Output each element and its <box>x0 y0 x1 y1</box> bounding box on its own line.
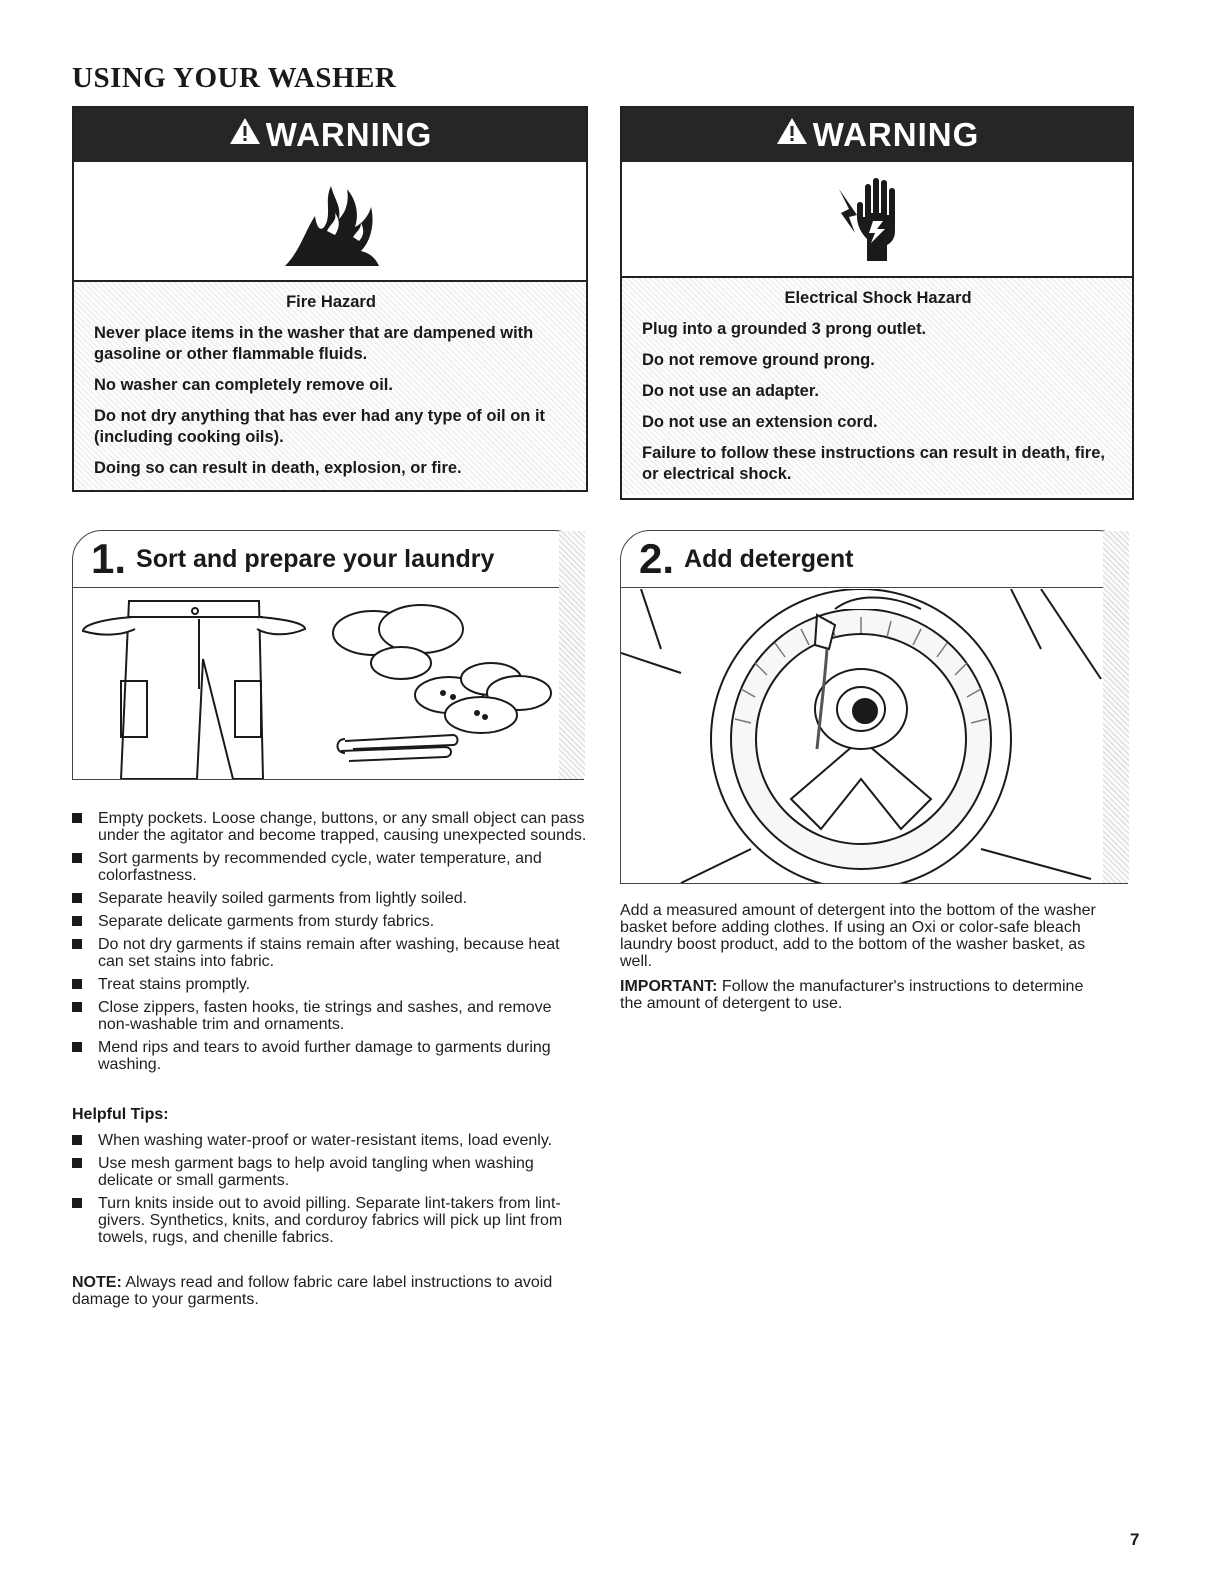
warning-line: Failure to follow these instructions can result in death, fire, or electrical shock. <box>642 444 1105 483</box>
step-number: 1. <box>91 535 127 582</box>
care-label-note <box>72 1274 582 1308</box>
warning-line: Never place items in the washer that are dampened with gasoline or other flammable fluids. <box>94 324 534 363</box>
step2-header <box>621 531 1127 588</box>
page-title: USING YOUR WASHER <box>72 62 397 94</box>
hazard-title: Fire Hazard <box>286 293 376 311</box>
warning-line: Doing so can result in death, explosion, or fire. <box>94 459 462 477</box>
note-label: NOTE: <box>72 1274 122 1291</box>
warning-header-text: WARNING <box>265 116 433 153</box>
warning-line: Do not remove ground prong. <box>642 351 875 369</box>
shock-warning-box <box>620 106 1134 500</box>
list-item: Treat stains promptly. <box>72 976 587 993</box>
panel-shading <box>559 531 585 779</box>
step1-header <box>73 531 583 588</box>
detergent-instructions: Add a measured amount of detergent into the bottom of the washer basket before adding clothes. If using an Oxi or color-safe bleach laundry boost product, add to the bottom of the washer basket, as well. <box>620 902 1096 970</box>
list-item: Separate delicate garments from sturdy fabrics. <box>72 913 587 930</box>
shock-icon-area <box>622 162 1132 278</box>
step-title: Sort and prepare your laundry <box>136 544 495 573</box>
step-title: Add detergent <box>684 544 854 573</box>
pants-icon <box>83 601 305 779</box>
important-note <box>620 978 1110 1012</box>
laundry-illustration <box>73 589 559 779</box>
buttons-icon <box>415 663 551 733</box>
list-item: Close zippers, fasten hooks, tie strings and sashes, and remove non-washable trim and ornaments. <box>72 999 587 1033</box>
panel-shading <box>1103 531 1129 883</box>
warning-line: Do not use an adapter. <box>642 382 819 400</box>
step1-bullet-list <box>72 810 587 1079</box>
page-number: 7 <box>1130 1530 1140 1549</box>
warning-header <box>74 108 586 162</box>
list-item: Turn knits inside out to avoid pilling. Separate lint-takers from lint-givers. Synthetics, knits, and corduroy fabrics will pick up lint from towels, rugs, and chenille fabrics. <box>72 1195 587 1246</box>
warning-triangle-icon <box>775 116 809 154</box>
list-item: Empty pockets. Loose change, buttons, or any small object can pass under the agitator and become trapped, causing unexpected sounds. <box>72 810 587 844</box>
washer-illustration <box>621 589 1103 883</box>
fire-icon-area <box>74 162 586 282</box>
list-item: Mend rips and tears to avoid further damage to garments during washing. <box>72 1039 587 1073</box>
warning-line: Do not dry anything that has ever had any type of oil on it (including cooking oils). <box>94 407 546 446</box>
list-item: Sort garments by recommended cycle, water temperature, and colorfastness. <box>72 850 587 884</box>
hazard-title: Electrical Shock Hazard <box>784 289 972 307</box>
important-label: IMPORTANT: <box>620 978 718 995</box>
list-item: Do not dry garments if stains remain after washing, because heat can set stains into fabric. <box>72 936 587 970</box>
step2-panel <box>620 530 1128 884</box>
warning-line: Do not use an extension cord. <box>642 413 878 431</box>
warning-line: Plug into a grounded 3 prong outlet. <box>642 320 927 338</box>
step-number: 2. <box>639 535 675 582</box>
important-text: Follow the manufacturer's instructions to determine the amount of detergent to use. <box>620 978 1084 1012</box>
note-text: Always read and follow fabric care label instructions to avoid damage to your garments. <box>72 1274 553 1308</box>
warning-header <box>622 108 1132 162</box>
fire-warning-body <box>74 282 586 489</box>
list-item: Use mesh garment bags to help avoid tangling when washing delicate or small garments. <box>72 1155 587 1189</box>
safety-pins-icon <box>338 735 458 761</box>
warning-header-text: WARNING <box>812 116 980 153</box>
coins-icon <box>333 605 463 679</box>
helpful-tips-heading: Helpful Tips: <box>72 1106 169 1123</box>
warning-line: No washer can completely remove oil. <box>94 376 393 394</box>
electric-shock-hand-icon <box>827 169 927 269</box>
list-item: When washing water-proof or water-resistant items, load evenly. <box>72 1132 587 1149</box>
fire-icon <box>275 171 385 271</box>
fire-warning-box <box>72 106 588 492</box>
shock-warning-body <box>622 278 1132 495</box>
list-item: Separate heavily soiled garments from lightly soiled. <box>72 890 587 907</box>
warning-triangle-icon <box>228 116 262 154</box>
helpful-tips-list <box>72 1132 587 1252</box>
step1-panel <box>72 530 584 780</box>
